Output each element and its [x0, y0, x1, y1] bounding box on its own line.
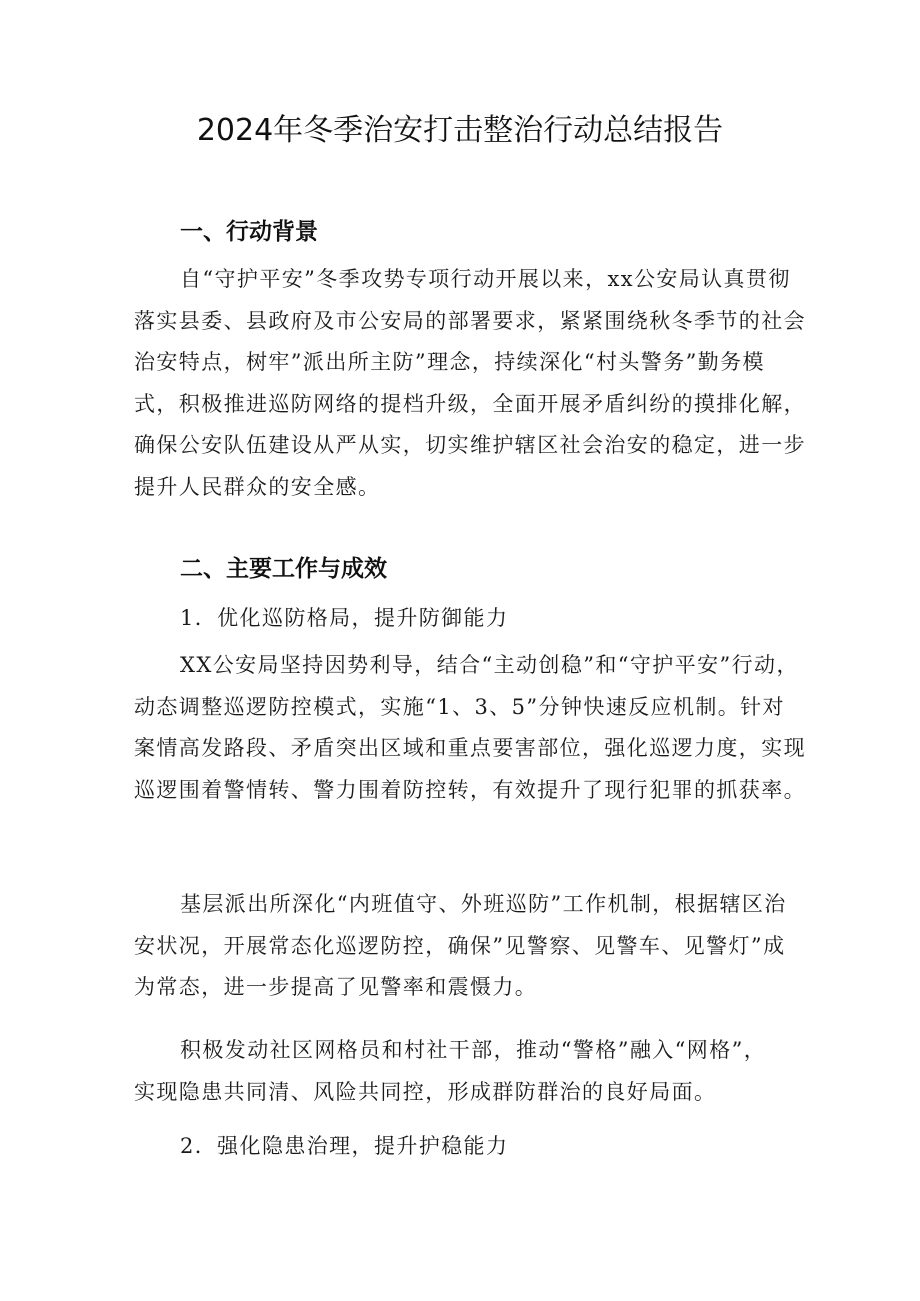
paragraph-line: XX公安局坚持因势利导，结合“主动创稳”和“守护平安”行动，: [180, 653, 799, 677]
subheading-patrol: 1．优化巡防格局，提升防御能力: [180, 606, 509, 630]
subheading-hazard: 2．强化隐患治理，提升护稳能力: [180, 1134, 509, 1158]
paragraph-line: 巡逻围着警情转、警力围着防控转，有效提升了现行犯罪的抓获率。: [134, 777, 806, 802]
document-title: 2024年冬季治安打击整治行动总结报告: [196, 113, 724, 148]
paragraph-patrol: [134, 645, 804, 811]
paragraph-line: 动态调整巡逻防控模式，实施“1、3、5”分钟快速反应机制。针对: [134, 694, 785, 719]
paragraph-line: 安状况，开展常态化巡逻防控，确保”见警察、见警车、见警灯”成: [134, 933, 786, 958]
paragraph-line: 积极发动社区网格员和村社干部，推动“警格”融入“网格”，: [180, 1038, 767, 1062]
paragraph-line: 式，积极推进巡防网络的提档升级，全面开展矛盾纠纷的摸排化解，: [134, 391, 806, 416]
paragraph-line: 落实县委、县政府及市公安局的部署要求，紧紧围绕秋冬季节的社会: [134, 308, 806, 333]
paragraph-line: 基层派出所深化“内班值守、外班巡防”工作机制，根据辖区治: [180, 892, 787, 916]
section-heading-background: 一、行动背景: [180, 219, 318, 245]
paragraph-line: 自“守护平安”冬季攻势专项行动开展以来，xx公安局认真贯彻: [180, 267, 791, 291]
paragraph-police-station: [134, 884, 804, 1009]
paragraph-line: 案情高发路段、矛盾突出区域和重点要害部位，强化巡逻力度，实现: [134, 736, 806, 761]
paragraph-background: [134, 259, 804, 509]
paragraph-line: 确保公安队伍建设从严从实，切实维护辖区社会治安的稳定，进一步: [134, 433, 806, 458]
paragraph-line: 提升人民群众的安全感。: [134, 474, 381, 499]
paragraph-line: 治安特点，树牢”派出所主防”理念，持续深化“村头警务”勤务模: [134, 350, 765, 375]
section-heading-main-work: 二、主要工作与成效: [180, 556, 387, 582]
paragraph-line: 实现隐患共同清、风险共同控，形成群防群治的良好局面。: [134, 1079, 717, 1104]
paragraph-line: 为常态，进一步提高了见警率和震慑力。: [134, 975, 538, 1000]
paragraph-grid: [134, 1030, 804, 1113]
